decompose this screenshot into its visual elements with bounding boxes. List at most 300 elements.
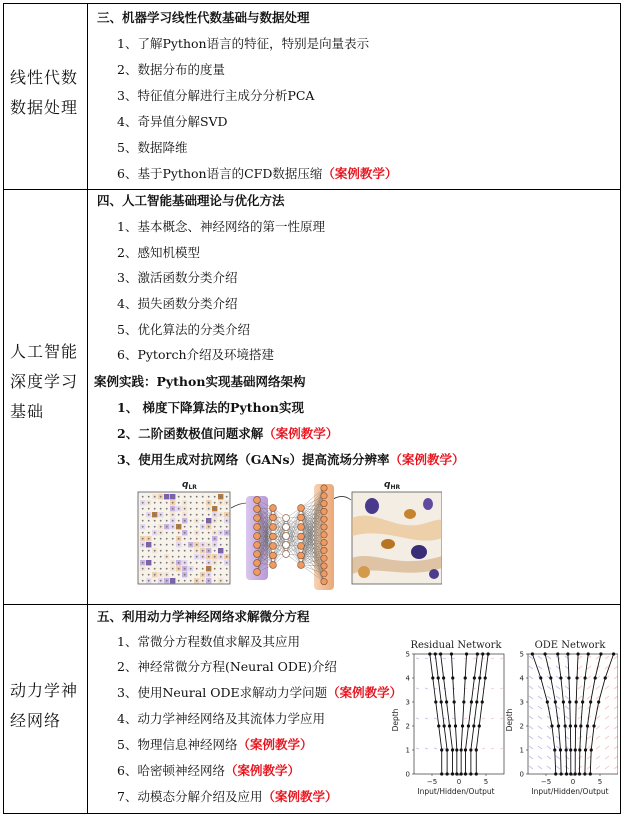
network-node xyxy=(298,552,305,559)
vector-field-arrow xyxy=(587,696,591,699)
lr-grid-point xyxy=(160,532,162,534)
lr-grid-point xyxy=(172,568,174,570)
lr-grid-point xyxy=(202,508,204,510)
list-item: 2、数据分布的度量 xyxy=(117,62,225,77)
vector-field-arrow xyxy=(538,756,542,759)
list-item: 1、了解Python语言的特征，特别是向量表示 xyxy=(117,36,370,51)
trajectory-point xyxy=(565,772,568,775)
lr-grid-point xyxy=(190,532,192,534)
trajectory-point xyxy=(581,700,584,703)
trajectory-point xyxy=(446,772,449,775)
row-divider xyxy=(3,604,620,605)
lr-grid-point xyxy=(172,526,174,528)
vector-field-arrow xyxy=(538,656,542,659)
trajectory-point xyxy=(594,676,597,679)
lr-grid-point xyxy=(154,538,156,540)
vector-field-arrow xyxy=(614,686,618,689)
lr-grid-point xyxy=(184,550,186,552)
trajectory-point xyxy=(439,652,442,655)
trajectory-point xyxy=(531,652,534,655)
vector-field-arrow xyxy=(578,656,582,659)
lr-grid-point xyxy=(148,514,150,516)
trajectory-point xyxy=(565,748,568,751)
lr-grid-point xyxy=(154,568,156,570)
lr-grid-point xyxy=(196,538,198,540)
x-tick-label: −5 xyxy=(426,778,438,786)
vector-field-arrow xyxy=(452,718,455,719)
lr-grid-point xyxy=(172,580,174,582)
vector-field-arrow xyxy=(529,696,533,699)
lr-grid-point xyxy=(214,544,216,546)
trajectory xyxy=(430,654,442,774)
vector-field-arrow xyxy=(529,686,533,689)
section-label: 线性代数 数据处理 xyxy=(10,68,79,117)
lr-grid-point xyxy=(208,508,210,510)
lr-grid-point xyxy=(142,544,144,546)
lr-grid-point xyxy=(220,508,222,510)
trajectory-point xyxy=(469,748,472,751)
lr-grid-point xyxy=(214,502,216,504)
vector-field-arrow xyxy=(614,656,618,659)
vector-field-arrow xyxy=(529,766,533,769)
lr-grid-point xyxy=(202,526,204,528)
list-item: 1、常微分方程数值求解及其应用 xyxy=(117,634,300,649)
vector-field-arrow xyxy=(596,756,600,759)
trajectory-point xyxy=(566,652,569,655)
network-node xyxy=(254,551,261,558)
lr-grid-point xyxy=(184,514,186,516)
y-tick-label: 3 xyxy=(519,698,524,707)
lr-grid-point xyxy=(226,538,228,540)
y-tick-label: 4 xyxy=(519,674,524,683)
vector-field-arrow xyxy=(547,736,551,739)
lr-grid-point xyxy=(214,538,216,540)
network-node xyxy=(321,500,327,506)
lr-grid-point xyxy=(184,532,186,534)
lr-grid-point xyxy=(160,574,162,576)
vector-field-arrow xyxy=(416,748,419,749)
lr-grid-point xyxy=(202,502,204,504)
lr-grid-point xyxy=(190,538,192,540)
lr-grid-point xyxy=(184,556,186,558)
lr-grid-point xyxy=(226,496,228,498)
ode-network-plot xyxy=(505,640,618,796)
vector-field-arrow xyxy=(425,718,428,719)
network-node xyxy=(321,485,327,491)
case-teaching-tag: （案例教学） xyxy=(322,166,398,181)
vector-field-arrow xyxy=(464,718,467,719)
lr-grid-point xyxy=(226,544,228,546)
lr-grid-point xyxy=(172,550,174,552)
trajectory-point xyxy=(574,748,577,751)
lr-grid-point xyxy=(154,580,156,582)
lr-grid-point xyxy=(190,502,192,504)
lr-grid-point xyxy=(226,556,228,558)
list-item: 6、哈密顿神经网络（案例教学） xyxy=(117,763,300,778)
network-trajectory-plots xyxy=(390,636,618,800)
list-item: 6、基于Python语言的CFD数据压缩（案例教学） xyxy=(117,166,398,181)
lr-grid-point xyxy=(208,532,210,534)
vector-field-arrow xyxy=(425,748,428,749)
lr-grid-point xyxy=(226,514,228,516)
vector-field-arrow xyxy=(565,696,569,699)
lr-grid-point xyxy=(190,496,192,498)
y-tick-label: 0 xyxy=(405,770,410,779)
vector-field-arrow xyxy=(556,696,560,699)
lr-grid-point xyxy=(196,562,198,564)
list-item: 6、Pytorch介绍及环境搭建 xyxy=(117,347,275,362)
network-node xyxy=(270,552,277,559)
vector-field-arrow xyxy=(538,666,542,669)
trajectory-point xyxy=(464,772,467,775)
trajectory xyxy=(568,654,571,774)
trajectory-point xyxy=(434,652,437,655)
trajectory-point xyxy=(539,676,542,679)
lr-grid-point xyxy=(184,544,186,546)
vector-field-arrow xyxy=(547,726,551,729)
lr-grid-point xyxy=(142,532,144,534)
trajectory-point xyxy=(448,724,451,727)
vector-field-arrow xyxy=(491,718,494,719)
lr-grid-point xyxy=(226,520,228,522)
vector-field-arrow xyxy=(605,726,609,729)
lr-grid-point xyxy=(220,514,222,516)
trajectory-point xyxy=(554,700,557,703)
network-node xyxy=(321,493,327,499)
lr-grid-point xyxy=(202,532,204,534)
lr-grid-point xyxy=(190,562,192,564)
case-teaching-tag: （案例教学） xyxy=(262,789,338,804)
plot-xlabel: Input/Hidden/Output xyxy=(417,787,495,796)
trajectory-point xyxy=(478,676,481,679)
lr-grid-point xyxy=(214,568,216,570)
lr-grid-point xyxy=(196,568,198,570)
lr-grid-point xyxy=(178,568,180,570)
trajectory-point xyxy=(445,700,448,703)
vector-field-arrow xyxy=(547,696,551,699)
lr-grid-point xyxy=(178,562,180,564)
table-top-border xyxy=(3,3,620,4)
y-tick-label: 1 xyxy=(405,746,410,755)
lr-grid-point xyxy=(196,544,198,546)
y-tick-label: 0 xyxy=(519,770,524,779)
lr-grid-point xyxy=(220,562,222,564)
lr-grid-point xyxy=(214,556,216,558)
lr-grid-point xyxy=(190,520,192,522)
vector-field-arrow xyxy=(434,748,437,749)
lr-grid-point xyxy=(190,526,192,528)
list-item: 3、特征值分解进行主成分分析PCA xyxy=(117,88,315,103)
vector-field-arrow xyxy=(578,706,582,709)
trajectory xyxy=(575,654,578,774)
vector-field-arrow xyxy=(605,656,609,659)
lr-grid-point xyxy=(226,550,228,552)
lr-grid-point xyxy=(148,550,150,552)
lr-grid-point xyxy=(166,556,168,558)
lr-grid-point xyxy=(142,526,144,528)
vector-field-arrow xyxy=(529,726,533,729)
plot-title: ODE Network xyxy=(534,640,606,651)
lr-grid-point xyxy=(178,538,180,540)
case-item: 2、二阶函数极值问题求解（案例教学） xyxy=(117,426,339,441)
lr-grid-point xyxy=(166,538,168,540)
lr-grid-point xyxy=(178,502,180,504)
trajectory xyxy=(476,654,488,774)
lr-grid-point xyxy=(226,574,228,576)
vector-field-arrow xyxy=(529,676,533,679)
vector-field-arrow xyxy=(587,676,591,679)
lr-grid-point xyxy=(214,514,216,516)
trajectory-point xyxy=(481,700,484,703)
lr-grid-point xyxy=(202,556,204,558)
vector-field-arrow xyxy=(605,696,609,699)
lr-grid-point xyxy=(178,544,180,546)
vector-field-arrow xyxy=(538,696,542,699)
vector-field-arrow xyxy=(596,686,600,689)
trajectory-point xyxy=(455,772,458,775)
network-node xyxy=(270,514,277,521)
trajectory-point xyxy=(484,676,487,679)
lr-grid-point xyxy=(214,532,216,534)
vector-field-arrow xyxy=(565,766,569,769)
lr-grid-point xyxy=(178,556,180,558)
trajectory-point xyxy=(569,772,572,775)
lr-grid-point xyxy=(196,574,198,576)
trajectory-point xyxy=(475,772,478,775)
trajectory-point xyxy=(467,724,470,727)
lr-grid-point xyxy=(172,562,174,564)
network-node xyxy=(270,562,277,569)
vector-field-arrow xyxy=(596,766,600,769)
lr-grid-point xyxy=(208,580,210,582)
lr-grid-point xyxy=(184,574,186,576)
lr-grid-point xyxy=(220,544,222,546)
lr-grid-point xyxy=(154,514,156,516)
network-node xyxy=(283,515,290,522)
lr-grid-point xyxy=(226,580,228,582)
network-node xyxy=(321,547,327,553)
trajectory-point xyxy=(556,652,559,655)
trajectory-point xyxy=(568,700,571,703)
vector-field-arrow xyxy=(614,696,618,699)
lr-grid-point xyxy=(142,514,144,516)
lr-label: $q_{LR}$ xyxy=(182,480,197,491)
vector-field-arrow xyxy=(565,756,569,759)
list-item: 3、使用Neural ODE求解动力学问题（案例教学） xyxy=(117,685,403,700)
lr-grid-point xyxy=(184,562,186,564)
lr-grid-point xyxy=(160,556,162,558)
lr-grid-point xyxy=(202,568,204,570)
lr-grid-point xyxy=(166,496,168,498)
vector-field-arrow xyxy=(434,718,437,719)
trajectory-point xyxy=(578,748,581,751)
x-tick-label: 0 xyxy=(456,778,462,786)
lr-grid-point xyxy=(202,514,204,516)
vector-field-arrow xyxy=(587,756,591,759)
lr-grid-point xyxy=(178,496,180,498)
lr-grid-point xyxy=(196,550,198,552)
lr-grid-point xyxy=(208,538,210,540)
lr-grid-point xyxy=(196,556,198,558)
trajectory-point xyxy=(437,724,440,727)
lr-grid-point xyxy=(190,550,192,552)
network-node xyxy=(270,524,277,531)
table-bottom-border xyxy=(3,813,620,814)
lr-grid-point xyxy=(214,520,216,522)
network-node xyxy=(298,543,305,550)
trajectory-point xyxy=(464,676,467,679)
trajectory xyxy=(579,654,588,774)
vector-field-arrow xyxy=(473,658,476,659)
vector-field-arrow xyxy=(547,656,551,659)
network-node xyxy=(254,533,261,540)
trajectory-point xyxy=(576,652,579,655)
trajectory-point xyxy=(464,748,467,751)
trajectory-point xyxy=(453,700,456,703)
vector-field-arrow xyxy=(565,716,569,719)
y-tick-label: 5 xyxy=(519,650,524,659)
list-item: 4、奇异值分解SVD xyxy=(117,114,228,129)
trajectory-point xyxy=(475,748,478,751)
trajectory-point xyxy=(597,700,600,703)
lr-grid-point xyxy=(160,520,162,522)
vector-field-arrow xyxy=(547,686,551,689)
lr-grid-point xyxy=(154,562,156,564)
trajectory-point xyxy=(592,724,595,727)
lr-grid-point xyxy=(142,496,144,498)
lr-grid-point xyxy=(172,538,174,540)
lr-grid-point xyxy=(220,550,222,552)
trajectory-point xyxy=(443,724,446,727)
lr-grid-point xyxy=(142,502,144,504)
vector-field-arrow xyxy=(482,718,485,719)
vector-field-arrow xyxy=(605,716,609,719)
lr-grid-point xyxy=(214,550,216,552)
list-item: 7、动模态分解介绍及应用（案例教学） xyxy=(117,789,338,804)
lr-grid-point xyxy=(166,526,168,528)
list-item: 5、优化算法的分类介绍 xyxy=(117,322,250,337)
vector-field-arrow xyxy=(596,716,600,719)
lr-grid-point xyxy=(160,544,162,546)
vector-field-arrow xyxy=(443,658,446,659)
case-item: 3、使用生成对抗网络（GANs）提高流场分辨率（案例教学） xyxy=(117,452,465,467)
lr-grid-point xyxy=(166,514,168,516)
vector-field-arrow xyxy=(491,658,494,659)
vector-field-arrow xyxy=(556,746,560,749)
lr-grid-point xyxy=(184,496,186,498)
vector-field-arrow xyxy=(425,688,428,689)
y-tick-label: 2 xyxy=(405,722,410,731)
lr-grid-point xyxy=(166,520,168,522)
lr-grid-point xyxy=(208,496,210,498)
lr-grid-point xyxy=(214,508,216,510)
lr-grid-point xyxy=(160,568,162,570)
trajectory-point xyxy=(481,652,484,655)
lr-grid-point xyxy=(208,544,210,546)
lr-grid-point xyxy=(154,496,156,498)
lr-grid-point xyxy=(208,520,210,522)
lr-grid-point xyxy=(184,568,186,570)
lr-grid-point xyxy=(172,520,174,522)
plot-ylabel: Depth xyxy=(391,708,400,732)
case-teaching-tag: （案例教学） xyxy=(327,685,403,700)
trajectory-point xyxy=(589,772,592,775)
lr-grid-point xyxy=(208,550,210,552)
trajectory-point xyxy=(559,748,562,751)
column-divider xyxy=(87,3,88,814)
hr-label: $q_{HR}$ xyxy=(384,480,401,491)
trajectory-point xyxy=(599,652,602,655)
lr-grid-point xyxy=(184,520,186,522)
lr-grid-point xyxy=(220,526,222,528)
case-teaching-tag: （案例教学） xyxy=(237,737,313,752)
trajectory-point xyxy=(557,724,560,727)
lr-grid-point xyxy=(148,520,150,522)
trajectory-point xyxy=(446,748,449,751)
lr-grid-point xyxy=(148,568,150,570)
lr-grid-point xyxy=(142,520,144,522)
lr-grid-point xyxy=(202,538,204,540)
network-node xyxy=(298,524,305,531)
vector-field-arrow xyxy=(500,718,503,719)
lr-grid-point xyxy=(220,580,222,582)
list-item: 1、基本概念、神经网络的第一性原理 xyxy=(117,219,325,234)
plot-frame xyxy=(528,654,618,774)
lr-grid-point xyxy=(166,532,168,534)
lr-grid-point xyxy=(196,526,198,528)
vector-field-arrow xyxy=(500,748,503,749)
network-node xyxy=(321,571,327,577)
trajectory-point xyxy=(472,724,475,727)
trajectory xyxy=(585,654,601,774)
trajectory-point xyxy=(583,676,586,679)
lr-grid-point xyxy=(172,574,174,576)
trajectory-point xyxy=(575,700,578,703)
network-node xyxy=(270,505,277,512)
lr-grid-point xyxy=(142,508,144,510)
network-node xyxy=(254,542,261,549)
row-divider xyxy=(3,189,620,190)
list-item: 5、物理信息神经网络（案例教学） xyxy=(117,737,313,752)
lr-grid-point xyxy=(148,580,150,582)
trajectory-point xyxy=(478,724,481,727)
trajectory-point xyxy=(587,652,590,655)
vector-field-arrow xyxy=(605,706,609,709)
network-node xyxy=(254,524,261,531)
case-teaching-tag: （案例教学） xyxy=(263,426,339,441)
vector-field-arrow xyxy=(425,658,428,659)
network-node xyxy=(298,514,305,521)
vector-field-arrow xyxy=(587,736,591,739)
lr-grid-point xyxy=(148,502,150,504)
vector-field-arrow xyxy=(605,686,609,689)
vector-field-arrow xyxy=(614,666,618,669)
lr-grid-point xyxy=(214,574,216,576)
network-node xyxy=(254,515,261,522)
trajectory-point xyxy=(586,724,589,727)
lr-grid-point xyxy=(154,550,156,552)
list-item: 2、神经常微分方程(Neural ODE)介绍 xyxy=(117,659,337,674)
lr-grid-point xyxy=(208,514,210,516)
vector-field-arrow xyxy=(614,676,618,679)
y-tick-label: 2 xyxy=(519,722,524,731)
plot-frame xyxy=(414,654,504,774)
vector-field-arrow xyxy=(547,756,551,759)
lr-grid-point xyxy=(178,520,180,522)
lr-grid-point xyxy=(178,514,180,516)
vector-field-arrow xyxy=(596,736,600,739)
network-node xyxy=(254,569,261,576)
